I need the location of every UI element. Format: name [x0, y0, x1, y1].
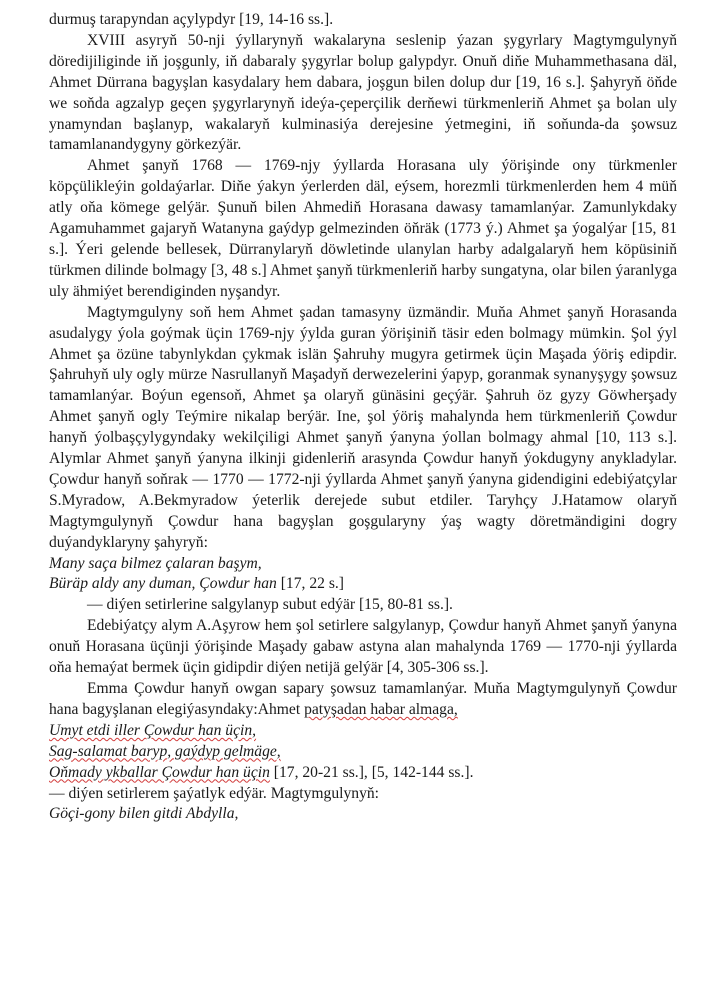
text-run: Emma Çowdur hanyň owgan sapary şowsuz tamamlanýar. Muňa Magtymgulynyň Çowdur hana bagyşlanan elegiýasyndaky:Ahmet	[49, 680, 677, 718]
text-run: Umyt etdi iller Çowdur han üçin,	[49, 721, 257, 739]
paragraph: — diýen setirlerem şaýatlyk edýär. Magtymgulynyň:	[49, 784, 379, 802]
paragraph: Göçi-gony bilen gitdi Abdylla,	[49, 805, 239, 823]
text-run: [17, 20-21 ss.], [5, 142-144 ss.].	[269, 763, 474, 781]
paragraph: XVIII asyryň 50-nji ýyllarynyň wakalaryna seslenip ýazan şygyrlary Magtymgulynyň döredijiliginde iň joşgunly, iň dabaraly şygyrlar bolup galypdyr. Onuň diňe Muhammethasana däl, Ahmet Dürrana bagyşlan kasydalary hem dabara, joşgun bilen dolup dur [19, 16 s.]. Şahyryň öňde we soňda agzalyp geçen şygyrlarynyň ideýa-çeperçilik derňewi türkmenleriň Ahmet şa bolan uly ynamyndan başlanyp, wakalaryň kulminasiýa derejesine ýetmegini, iň soňunda-da şowsuz tamamlanandygyny görkezýär.	[49, 31, 677, 154]
paragraph: Ahmet şanyň 1768 — 1769-njy ýyllarda Horasana uly ýörişinde ony türkmenler köpçülikleýin goldaýarlar. Diňe ýakyn ýerlerden däl, eýsem, horezmli türkmenlerden hem 4 müň atly oňa kömege gelýär. Şunuň bilen Ahmediň Horasana dawasy tamamlanýar. Zamunlykdaky Agamuhammet gajaryň Watanyna gaýdyp gelmezinden öňräk (1773 ý.) Ahmet şa ýogalýar [15, 81 s.]. Ýeri gelende bellesek, Dürranylaryň döwletinde ulanylan harby adalgalaryň hem köpüsiniň türkmen dilinde bolmagy [3, 48 s.] Ahmet şanyň türkmenleriň harby sungatyna, olar bilen ýaranlyga uly ähmiýet berendiginden nyşandyr.	[49, 157, 677, 300]
text-run: patyşadan habar almaga,	[304, 700, 458, 718]
paragraph	[49, 742, 677, 763]
document-page	[49, 10, 677, 825]
text-run: Sag-salamat baryp, gaýdyp gelmäge,	[49, 742, 281, 760]
paragraph	[49, 763, 677, 784]
paragraph	[49, 574, 677, 595]
text-run: [17, 22 s.]	[276, 575, 344, 593]
paragraph: Magtymgulyny soň hem Ahmet şadan tamasyny üzmändir. Muňa Ahmet şanyň Horasanda asudalygy ýola goýmak üçin 1769-njy ýylda guran ýörişiniň täsir eden bolmagy mümkin. Şol ýyl Ahmet şa özüne tabynlykdan çykmak islän Şahruhy mugyra getirmek üçin Maşada ýöriş edipdir. Şahruhyň uly ogly mürze Nasrullanyň Maşadyň derwezelerini ýapyp, goranmak synanyşygy şowsuz tamamlanýar. Boýun egensoň, Ahmet şa olaryň günäsini geçýär. Şahruh öz gyzy Göwherşady Ahmet şanyň ogly Teýmire nikalap berýär. Ine, şol ýöriş mahalynda hem türkmenleriň Çowdur hanyň ýolbaşçylygyndaky wekilçiligi Ahmet şanyň ýanyna ýollan bolmagy ahmal [10, 113 s.]. Alymlar Ahmet şanyň ýanyna ilkinji gidenleriň arasynda Çowdur hanyň ýokdugyny anykladylar. Çowdur hanyň soňrak — 1770 — 1772-nji ýyllarda Ahmet şanyň ýanyna gidendigini edebiýatçylar S.Myradow, A.Bekmyradow ýeterlik derejede subut etdiler. Taryhçy J.Hatamow olaryň Magtymgulynyň Çowdur hana bagyşlan goşgularyny ýaş wagty döretmändigini dogry duýandyklaryny şahyryň:	[49, 303, 677, 551]
text-run: Oňmady ykballar Çowdur han üçin	[49, 763, 270, 781]
paragraph: Edebiýatçy alym A.Aşyrow hem şol setirlere salgylanyp, Çowdur hanyň Ahmet şanyň ýanyna onuň Horasana üçünji ýörişinde Maşady gabaw astyna alan mahalynda 1769 — 1770-nji ýyllarda oňa hemaýat bermek üçin gidipdir diýen netijä gelýär [4, 305-306 ss.].	[49, 617, 677, 677]
paragraph: durmuş tarapyndan açylypdyr [19, 14-16 ss.].	[49, 11, 334, 28]
paragraph	[49, 679, 677, 721]
text-run: Büräp aldy any duman, Çowdur han	[49, 575, 277, 593]
paragraph: — diýen setirlerine salgylanyp subut edýär [15, 80-81 ss.].	[87, 596, 453, 614]
paragraph	[49, 721, 677, 742]
paragraph: Many saça bilmez çalaran başym,	[49, 554, 262, 572]
